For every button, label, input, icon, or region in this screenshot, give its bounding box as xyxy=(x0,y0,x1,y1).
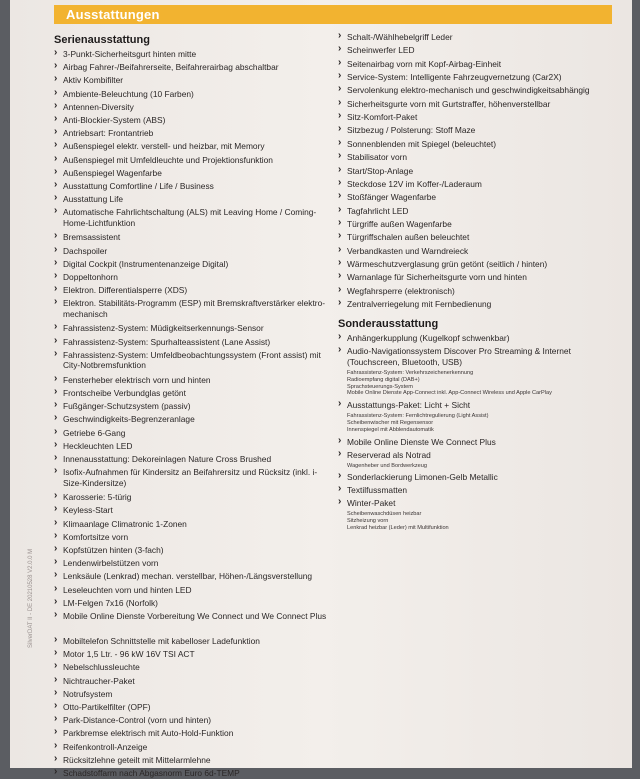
standard-item: › Sonnenblenden mit Spiegel (beleuchtet) xyxy=(338,139,620,150)
header-bar xyxy=(54,5,612,24)
standard-item: › Lenksäule (Lenkrad) mechan. verstellbar, Höhen-/Längsverstellung xyxy=(54,571,330,582)
standard-item: › Fahrassistenz-System: Umfeldbeobachtungssystem (Front assist) mit City-Notbremsfunktion xyxy=(54,350,330,371)
standard-item: › Motor 1,5 Ltr. - 96 kW 16V TSI ACT xyxy=(54,649,330,660)
standard-item: › Wegfahrsperre (elektronisch) xyxy=(338,286,620,297)
standard-item: › Klimaanlage Climatronic 1-Zonen xyxy=(54,519,330,530)
standard-item: › Warnanlage für Sicherheitsgurte vorn und hinten xyxy=(338,272,620,283)
standard-item: › 3-Punkt-Sicherheitsgurt hinten mitte xyxy=(54,49,330,60)
standard-item: › Isofix-Aufnahmen für Kindersitz an Beifahrersitz und Rücksitz (inkl. i-Size-Kindersitze) xyxy=(54,467,330,488)
standard-item: › Otto-Partikelfilter (OPF) xyxy=(54,702,330,713)
standard-item: › Start/Stop-Anlage xyxy=(338,166,620,177)
standard-item: › Scheinwerfer LED xyxy=(338,45,620,56)
standard-item: › Elektron. Differentialsperre (XDS) xyxy=(54,285,330,296)
standard-item: › Rücksitzlehne geteilt mit Mittelarmlehne xyxy=(54,755,330,766)
standard-item: › Steckdose 12V im Koffer-/Laderaum xyxy=(338,179,620,190)
standard-item: › Digital Cockpit (Instrumentenanzeige Digital) xyxy=(54,259,330,270)
standard-item: › Heckleuchten LED xyxy=(54,441,330,452)
standard-item: › Ambiente-Beleuchtung (10 Farben) xyxy=(54,89,330,100)
standard-item: › Service-System: Intelligente Fahrzeugvernetzung (Car2X) xyxy=(338,72,620,83)
optional-item-detail: Innenspiegel mit Abblendautomatik xyxy=(347,426,434,433)
standard-item: › Wärmeschutzverglasung grün getönt (seitlich / hinten) xyxy=(338,259,620,270)
standard-item: › Bremsassistent xyxy=(54,232,330,243)
standard-item: › LM-Felgen 7x16 (Norfolk) xyxy=(54,598,330,609)
standard-item: › Türgriffe außen Wagenfarbe xyxy=(338,219,620,230)
standard-item: › Elektron. Stabilitäts-Programm (ESP) mit Bremskraftverstärker elektro-mechanisch xyxy=(54,298,330,319)
standard-item: › Keyless-Start xyxy=(54,505,330,516)
standard-item: › Park-Distance-Control (vorn und hinten) xyxy=(54,715,330,726)
standard-item: › Notrufsystem xyxy=(54,689,330,700)
standard-item: › Stabilisator vorn xyxy=(338,152,620,163)
standard-item: › Lendenwirbelstützen vorn xyxy=(54,558,330,569)
optional-item: › Winter-Paket xyxy=(338,498,620,509)
standard-item: › Stoßfänger Wagenfarbe xyxy=(338,192,620,203)
standard-item: › Fahrassistenz-System: Müdigkeitserkennungs-Sensor xyxy=(54,323,330,334)
optional-item-detail: Lenkrad heizbar (Leder) mit Multifunktion xyxy=(347,525,449,531)
optional-item: › Sonderlackierung Limonen-Gelb Metallic xyxy=(338,472,620,483)
standard-item: › Reifenkontroll-Anzeige xyxy=(54,742,330,753)
standard-item: › Nebelschlussleuchte xyxy=(54,662,330,673)
standard-item: › Ausstattung Life xyxy=(54,194,330,205)
standard-item: › Servolenkung elektro-mechanisch und geschwindigkeitsabhängig xyxy=(338,85,620,96)
optional-item: › Audio-Navigationssystem Discover Pro Streaming & Internet (Touchscreen, Bluetooth, USB) xyxy=(338,346,620,367)
page-title: Ausstattungen xyxy=(66,7,160,22)
section-title-standard: Serienausstattung xyxy=(54,34,150,46)
optional-item-detail: Scheibenwischer mit Regensensor xyxy=(347,420,434,426)
standard-item: › Verbandkasten und Warndreieck xyxy=(338,246,620,257)
standard-item: › Außenspiegel Wagenfarbe xyxy=(54,168,330,179)
standard-item: › Leseleuchten vorn und hinten LED xyxy=(54,585,330,596)
standard-item: › Seitenairbag vorn mit Kopf-Airbag-Einheit xyxy=(338,59,620,70)
standard-item: › Schalt-/Wählhebelgriff Leder xyxy=(338,32,620,43)
standard-item: › Kopfstützen hinten (3-fach) xyxy=(54,545,330,556)
standard-item: › Außenspiegel mit Umfeldleuchte und Projektionsfunktion xyxy=(54,155,330,166)
optional-item-detail: Sitzheizung vorn xyxy=(347,518,389,525)
standard-item: › Parkbremse elektrisch mit Auto-Hold-Funktion xyxy=(54,728,330,739)
standard-item: › Ausstattung Comfortline / Life / Business xyxy=(54,181,330,192)
standard-item: › Antennen-Diversity xyxy=(54,102,330,113)
standard-item: › Innenausstattung: Dekoreinlagen Nature Cross Brushed xyxy=(54,454,330,465)
standard-item: › Doppeltonhorn xyxy=(54,272,330,283)
standard-item: › Karosserie: 5-türig xyxy=(54,492,330,503)
optional-item: › Reserverad als Notrad xyxy=(338,450,620,461)
optional-item: › Ausstattungs-Paket: Licht + Sicht xyxy=(338,400,620,411)
optional-item: › Textilfussmatten xyxy=(338,485,620,496)
standard-item: › Frontscheibe Verbundglas getönt xyxy=(54,388,330,399)
standard-item: › Türgriffschalen außen beleuchtet xyxy=(338,232,620,243)
equipment-sheet xyxy=(10,0,632,778)
side-code: SilverDAT II - DE 20210528 V2.0.0 M xyxy=(28,548,34,648)
standard-item: › Sitzbezug / Polsterung: Stoff Maze xyxy=(338,125,620,136)
optional-item-detail: Fahrassistenz-System: Fernlichtregulierung (Light Assist) xyxy=(347,413,489,420)
standard-item: › Aktiv Kombifilter xyxy=(54,75,330,86)
standard-item: › Dachspoiler xyxy=(54,246,330,257)
section-title-optional: Sonderausstattung xyxy=(338,318,439,330)
standard-item: › Sicherheitsgurte vorn mit Gurtstraffer, höhenverstellbar xyxy=(338,99,620,110)
standard-item: › Schadstoffarm nach Abgasnorm Euro 6d-TEMP xyxy=(54,768,330,779)
standard-item: › Außenspiegel elektr. verstell- und heizbar, mit Memory xyxy=(54,141,330,152)
optional-item-detail: Scheibenwaschdüsen heizbar xyxy=(347,511,422,518)
standard-item: › Nichtraucher-Paket xyxy=(54,676,330,687)
optional-item: › Mobile Online Dienste We Connect Plus xyxy=(338,437,620,448)
optional-item-detail: Fahrassistenz-System: Verkehrszeichenerkennung xyxy=(347,370,474,376)
standard-item: › Anti-Blockier-System (ABS) xyxy=(54,115,330,126)
standard-item: › Mobiltelefon Schnittstelle mit kabelloser Ladefunktion xyxy=(54,636,330,647)
standard-item: › Mobile Online Dienste Vorbereitung We Connect und We Connect Plus xyxy=(54,611,330,622)
standard-item: › Komfortsitze vorn xyxy=(54,532,330,543)
standard-item: › Fußgänger-Schutzsystem (passiv) xyxy=(54,401,330,412)
optional-item-detail: Radioempfang digital (DAB+) xyxy=(347,376,420,383)
optional-item: › Anhängerkupplung (Kugelkopf schwenkbar) xyxy=(338,333,620,344)
standard-item: › Fensterheber elektrisch vorn und hinten xyxy=(54,375,330,386)
standard-item: › Sitz-Komfort-Paket xyxy=(338,112,620,123)
optional-item-detail: Sprachsteuerungs-System xyxy=(347,383,413,390)
optional-item-detail: Wagenheber und Bordwerkzeug xyxy=(347,462,428,469)
standard-item: › Zentralverriegelung mit Fernbedienung xyxy=(338,299,620,310)
standard-item: › Getriebe 6-Gang xyxy=(54,428,330,439)
standard-item: › Antriebsart: Frontantrieb xyxy=(54,128,330,139)
standard-item: › Geschwindigkeits-Begrenzeranlage xyxy=(54,414,330,425)
optional-item-detail: Mobile Online Dienste App-Connect inkl. App-Connect Wireless und Apple CarPlay xyxy=(347,390,552,397)
standard-item: › Automatische Fahrlichtschaltung (ALS) mit Leaving Home / Coming-Home-Lichtfunktion xyxy=(54,207,330,228)
standard-item: › Airbag Fahrer-/Beifahrerseite, Beifahrerairbag abschaltbar xyxy=(54,62,330,73)
standard-item: › Tagfahrlicht LED xyxy=(338,206,620,217)
standard-item: › Fahrassistenz-System: Spurhalteassistent (Lane Assist) xyxy=(54,337,330,348)
